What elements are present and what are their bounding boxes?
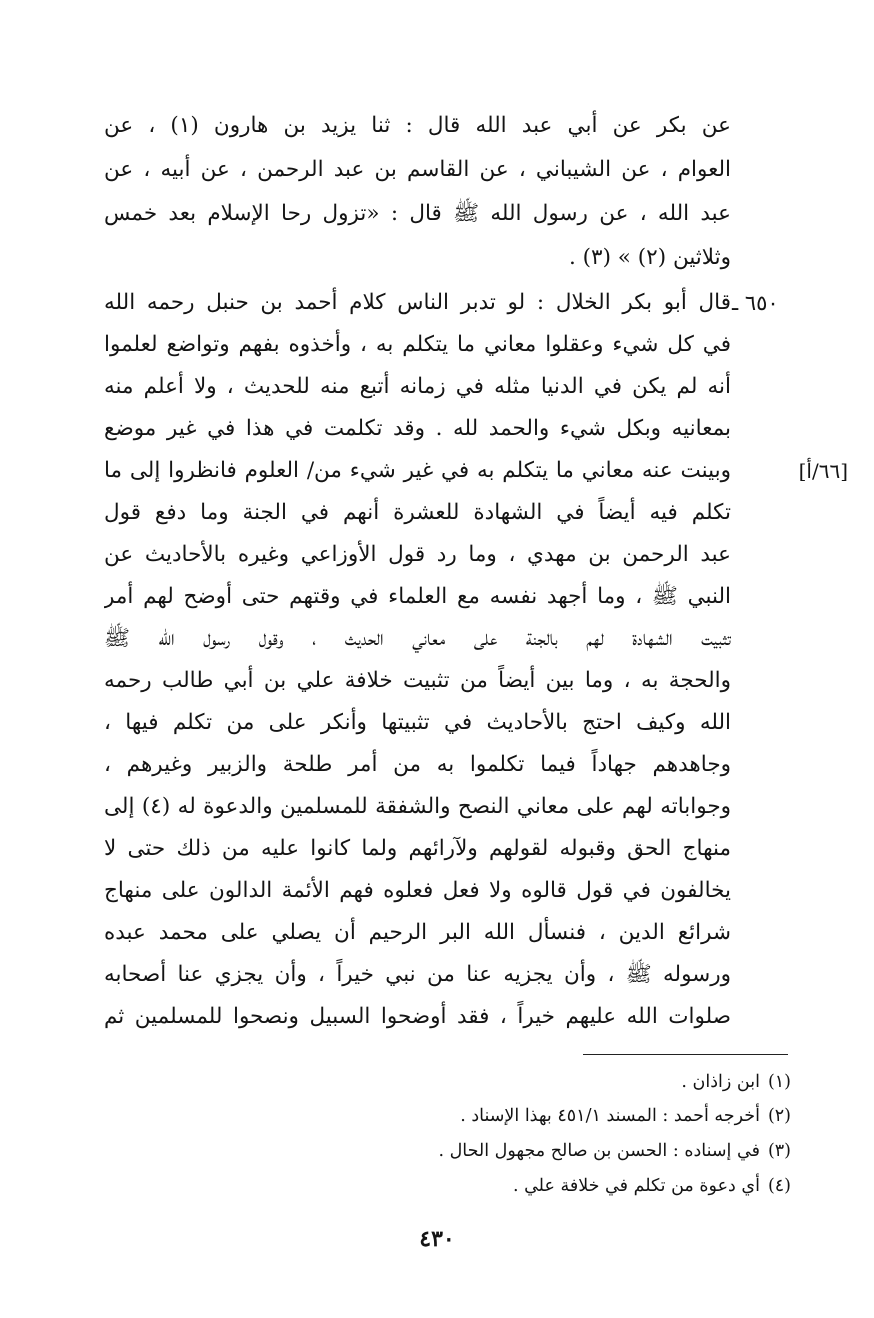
footnote-mark: (٢): [767, 1106, 791, 1126]
footnote-text: ابن زاذان .: [681, 1072, 760, 1092]
footnote: [104, 1135, 791, 1167]
footnote-mark: (٣): [767, 1141, 791, 1161]
text-line: النبي ﷺ ، وما أجهد نفسه مع العلماء في وقتهم حتى أوضح لهم أمر: [104, 584, 731, 609]
footnote-text: أخرجه أحمد : المسند ٤٥١/١ بهذا الإسناد .: [460, 1106, 760, 1126]
footnote-mark: (١): [767, 1072, 791, 1092]
text-line: عن بكر عن أبي عبد الله قال : ثنا يزيد بن هارون (١) ، عن: [104, 113, 731, 138]
footnote-separator: [583, 1054, 788, 1055]
entry-number: ٦٥٠ ـ: [732, 291, 779, 315]
text-line: بمعانيه وبكل شيء والحمد لله . وقد تكلمت في هذا في غير موضع: [104, 416, 731, 441]
text-line: عبد الله ، عن رسول الله ﷺ قال : «تزول رحا الإسلام بعد خمس: [104, 201, 731, 226]
text-line: أنه لم يكن في الدنيا مثله في زمانه أتبع منه للحديث ، ولا أعلم منه: [104, 374, 731, 399]
text-line: وجواباته لهم على معاني النصح والشفقة للمسلمين والدعوة له (٤) إلى: [104, 794, 731, 819]
footnote-text: في إسناده : الحسن بن صالح مجهول الحال .: [438, 1141, 760, 1161]
text-line: في كل شيء وعقلوا معاني ما يتكلم به ، وأخذوه بفهم وتواضع لعلموا: [104, 332, 731, 357]
text-line: ورسوله ﷺ ، وأن يجزيه عنا من نبي خيراً ، وأن يجزي عنا أصحابه: [104, 962, 731, 987]
text-line: العوام ، عن الشيباني ، عن القاسم بن عبد الرحمن ، عن أبيه ، عن: [104, 157, 731, 182]
text-line: الله وكيف احتج بالأحاديث في تثبيتها وأنكر على من تكلم فيها ،: [104, 710, 731, 735]
text-line: وجاهدهم جهاداً فيما تكلموا به من أمر طلحة والزبير وغيرهم ،: [104, 752, 731, 777]
text-line: منهاج الحق وقبوله لقولهم ولآرائهم ولما كانوا عليه من ذلك حتى لا: [104, 836, 731, 861]
footnote: [104, 1100, 791, 1132]
footnote-text: أي دعوة من تكلم في خلافة علي .: [512, 1176, 760, 1196]
footnote: [104, 1170, 791, 1202]
text-line: وبينت عنه معاني ما يتكلم به في غير شيء من/ العلوم فانظروا إلى ما: [104, 458, 731, 483]
text-line: قال أبو بكر الخلال : لو تدبر الناس كلام أحمد بن حنبل رحمه الله: [104, 290, 731, 315]
text-line: صلوات الله عليهم خيراً ، فقد أوضحوا السبيل ونصحوا للمسلمين ثم: [104, 1004, 731, 1029]
text-line: وثلاثين (٢) » (٣) .: [568, 245, 731, 270]
text-line: والحجة به ، وما بين أيضاً من تثبيت خلافة علي بن أبي طالب رحمه: [104, 668, 731, 693]
footnote-mark: (٤): [767, 1176, 791, 1196]
text-line: شرائع الدين ، فنسأل الله البر الرحيم أن يصلي على محمد عبده: [104, 920, 731, 945]
text-line: تثبيت الشهادة لهم بالجنة على معاني الحديث ، وقول رسول الله ﷺ: [104, 626, 731, 651]
footnote: [104, 1066, 791, 1098]
manuscript-folio-reference: [٦٦/أ]: [798, 459, 848, 483]
text-line: تكلم فيه أيضاً في الشهادة للعشرة أنهم في الجنة وما دفع قول: [104, 500, 731, 525]
text-line: عبد الرحمن بن مهدي ، وما رد قول الأوزاعي وغيره بالأحاديث عن: [104, 542, 731, 567]
page-number: ٤٣٠: [419, 1226, 455, 1252]
text-line: يخالفون في قول قالوه ولا فعل فعلوه فهم الأئمة الدالون على منهاج: [104, 878, 731, 903]
